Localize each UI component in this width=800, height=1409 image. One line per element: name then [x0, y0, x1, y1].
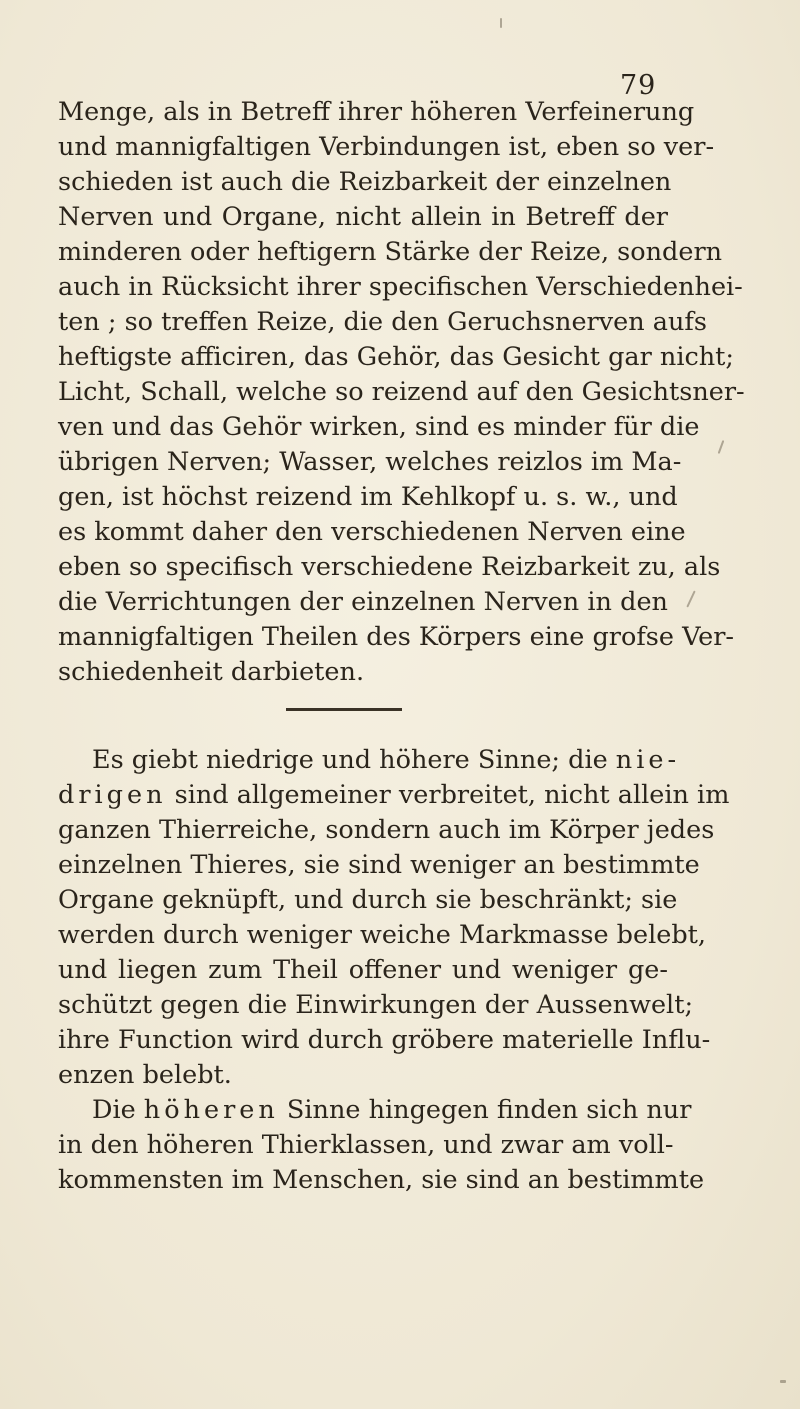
- text-line: auch in Rücksicht ihrer specifischen Verschiedenhei-: [58, 272, 743, 302]
- text-line: minderen oder heftigern Stärke der Reize, sondern: [58, 237, 723, 267]
- text-line: und mannigfaltigen Verbindungen ist, eben so ver-: [58, 132, 715, 162]
- text-line: einzelnen Thieres, sie sind weniger an bestimmte: [58, 850, 700, 880]
- text-span: Es giebt niedrige und höhere Sinne; die: [92, 745, 616, 775]
- spaced-text: höheren: [143, 1095, 279, 1125]
- text-line: schützt gegen die Einwirkungen der Aussenwelt;: [58, 990, 694, 1020]
- text-line: [92, 1095, 691, 1125]
- text-line: Nerven und Organe, nicht allein in Betreff der: [58, 202, 668, 232]
- page-number: 79: [620, 70, 657, 101]
- text-span: sind allgemeiner verbreitet, nicht allein im: [166, 780, 730, 810]
- text-line: die Verrichtungen der einzelnen Nerven in den: [58, 587, 668, 617]
- text-line: schiedenheit darbieten.: [58, 657, 365, 687]
- text-line: schieden ist auch die Reizbarkeit der einzelnen: [58, 167, 672, 197]
- text-span: Die: [92, 1095, 144, 1125]
- paper-speck: [500, 18, 502, 28]
- text-line: eben so specifisch verschiedene Reizbarkeit zu, als: [58, 552, 721, 582]
- text-line: ganzen Thierreiche, sondern auch im Körper jedes: [58, 815, 715, 845]
- text-line: ven und das Gehör wirken, sind es minder für die: [58, 412, 700, 442]
- text-line: in den höheren Thierklassen, und zwar am voll-: [58, 1130, 674, 1160]
- spaced-text: nie-: [615, 745, 681, 775]
- text-line: werden durch weniger weiche Markmasse belebt,: [58, 920, 707, 950]
- text-line: ihre Function wird durch gröbere materielle Influ-: [58, 1025, 711, 1055]
- text-line: [92, 745, 680, 775]
- text-line: kommensten im Menschen, sie sind an bestimmte: [58, 1165, 705, 1195]
- text-line: übrigen Nerven; Wasser, welches reizlos im Ma-: [58, 447, 682, 477]
- paper-speck: [686, 590, 695, 607]
- text-line: Organe geknüpft, und durch sie beschränkt; sie: [58, 885, 678, 915]
- text-span: Sinne hingegen finden sich nur: [278, 1095, 692, 1125]
- section-divider: [286, 708, 402, 711]
- text-line: mannigfaltigen Theilen des Körpers eine grofse Ver-: [58, 622, 735, 652]
- paper-speck: [718, 440, 725, 454]
- text-line: heftigste afficiren, das Gehör, das Gesicht gar nicht;: [58, 342, 735, 372]
- paper-speck: [780, 1380, 786, 1383]
- spaced-text: drigen: [58, 780, 167, 810]
- text-line: ten ; so treffen Reize, die den Geruchsnerven aufs: [58, 307, 707, 337]
- text-line: [58, 780, 729, 810]
- text-line: es kommt daher den verschiedenen Nerven eine: [58, 517, 686, 547]
- text-line: Menge, als in Betreff ihrer höheren Verfeinerung: [58, 97, 695, 127]
- text-line: Licht, Schall, welche so reizend auf den Gesichtsner-: [58, 377, 745, 407]
- text-line: gen, ist höchst reizend im Kehlkopf u. s. w., und: [58, 482, 678, 512]
- text-line: enzen belebt.: [58, 1060, 232, 1090]
- text-line: und liegen zum Theil offener und weniger ge-: [58, 955, 668, 985]
